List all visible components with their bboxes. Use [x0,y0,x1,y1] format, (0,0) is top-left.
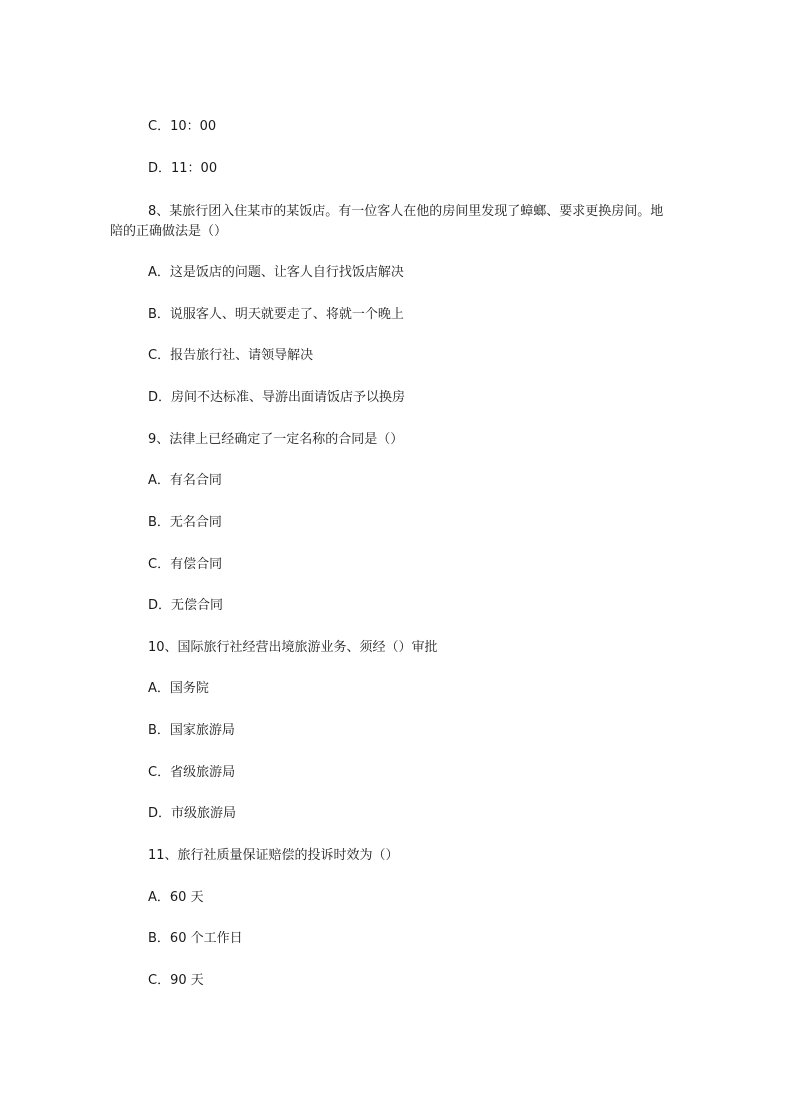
question-9-option-d: D．无偿合同 [148,598,224,613]
question-10-option-b: B．国家旅游局 [148,723,235,738]
question-10-stem: 10、国际旅行社经营出境旅游业务、须经（）审批 [148,640,438,655]
question-10-option-a: A．国务院 [148,681,209,696]
option-c-prev: C．10：00 [148,119,217,134]
question-8-option-c: C．报告旅行社、请领导解决 [148,348,314,363]
question-9-stem: 9、法律上已经确定了一定名称的合同是（） [148,432,404,447]
question-10-option-c: C．省级旅游局 [148,765,236,780]
option-d-prev: D．11：00 [148,161,218,176]
question-8-option-b: B．说服客人、明天就要走了、将就一个晚上 [148,307,404,322]
question-11-option-b: B．60 个工作日 [148,931,243,946]
question-8-option-a: A．这是饭店的问题、让客人自行找饭店解决 [148,265,404,280]
question-9-option-c: C．有偿合同 [148,557,223,572]
question-9-option-b: B．无名合同 [148,515,222,530]
question-8-option-d: D．房间不达标准、导游出面请饭店予以换房 [148,390,406,405]
question-11-option-c: C．90 天 [148,973,204,988]
question-8-stem: 8、某旅行团入住某市的某饭店。有一位客人在他的房间里发现了蟑螂、要求更换房间。地陪的正确做法是（） [110,204,664,239]
question-9-option-a: A．有名合同 [148,473,222,488]
question-11-stem: 11、旅行社质量保证赔偿的投诉时效为（） [148,848,399,863]
question-11-option-a: A．60 天 [148,890,204,905]
question-10-option-d: D．市级旅游局 [148,806,237,821]
